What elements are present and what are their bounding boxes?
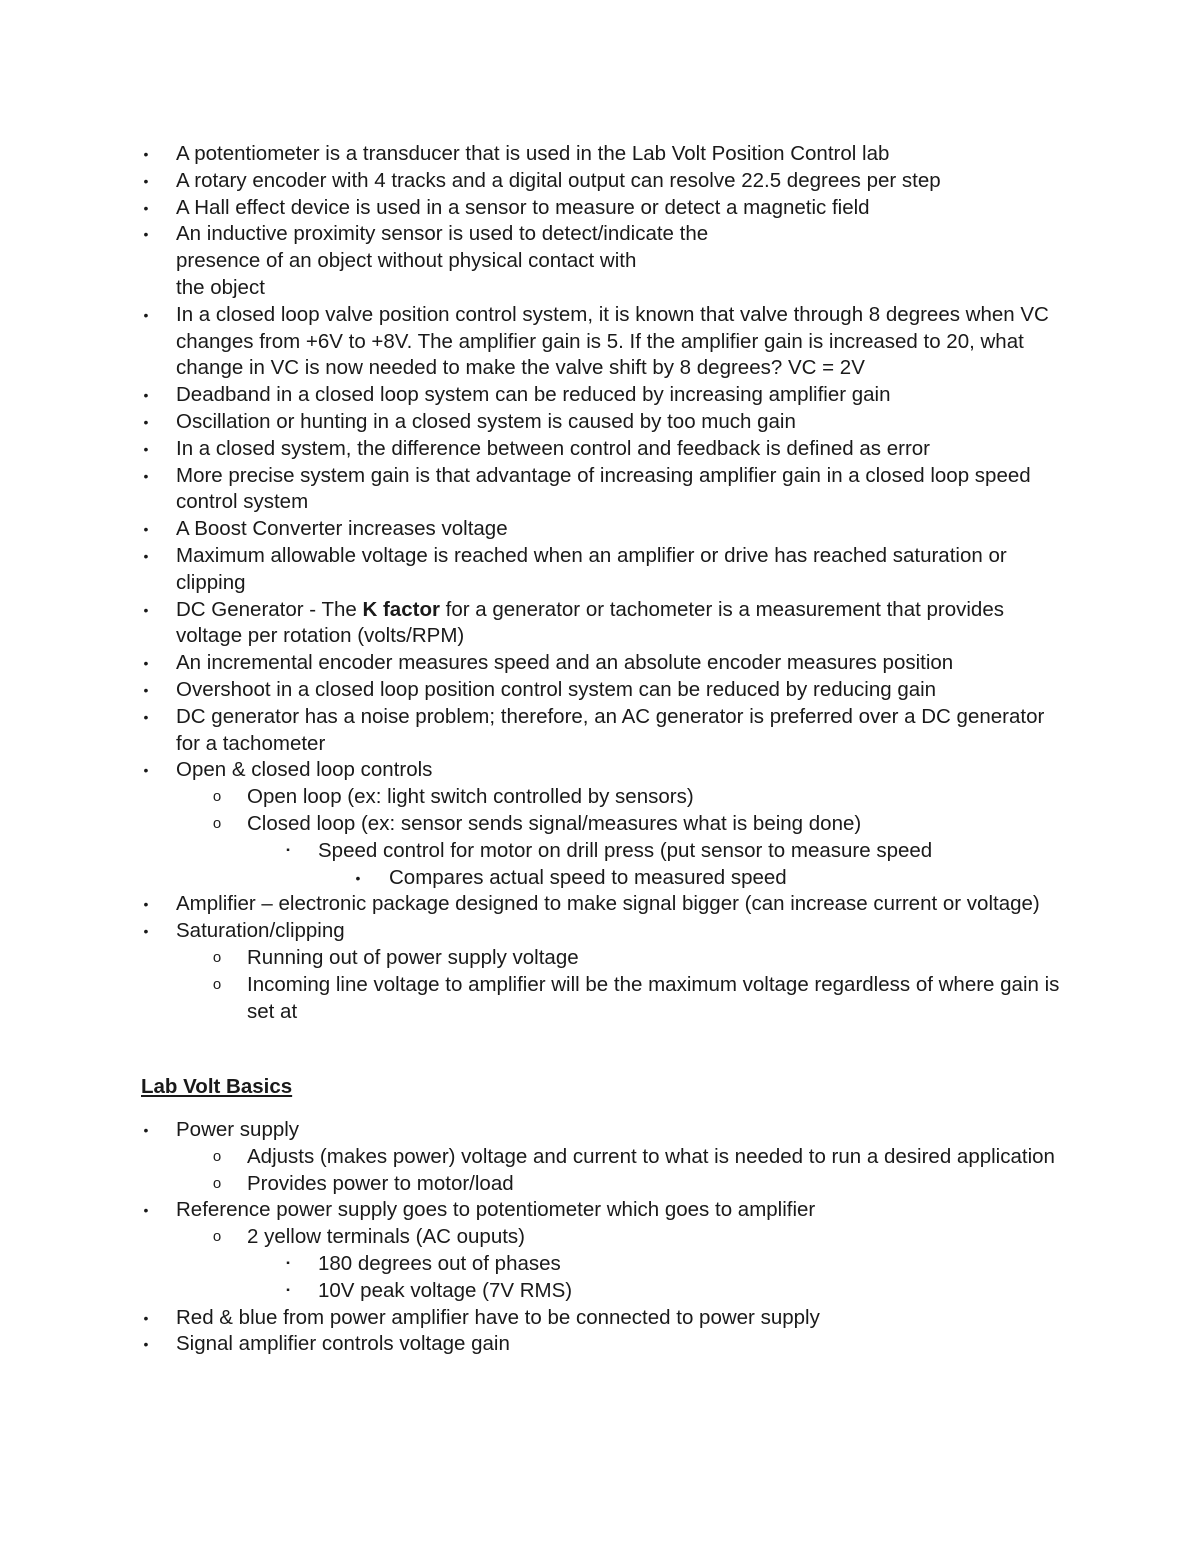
item-text: Running out of power supply voltage (247, 945, 579, 969)
list-item (0, 1251, 1200, 1278)
item-text: A potentiometer is a transducer that is used in the Lab Volt Position Control lab (176, 142, 890, 165)
item-text: An incremental encoder measures speed and an absolute encoder measures position (176, 651, 954, 675)
item-text: Red & blue from power amplifier have to be connected to power supply (176, 1305, 820, 1329)
item-text (176, 597, 1060, 651)
bullet-disc: • (143, 1336, 149, 1353)
list-item (0, 1171, 1200, 1198)
list-item (0, 945, 1200, 972)
bullet-disc: • (143, 172, 149, 189)
list-item (0, 302, 1200, 382)
item-text: 2 yellow terminals (AC ouputs) (247, 1225, 525, 1249)
list-item (0, 1331, 1200, 1358)
bullet-disc: • (143, 896, 149, 913)
bullet-circle: o (212, 975, 222, 993)
bullet-circle: o (212, 1147, 222, 1165)
item-text: Saturation/clipping (176, 919, 345, 943)
list-item (0, 195, 1200, 222)
list-item (0, 1278, 1200, 1305)
item-text: Closed loop (ex: sensor sends signal/measures what is being done) (247, 811, 862, 835)
bullet-disc: • (143, 681, 149, 698)
bullet-disc: • (143, 655, 149, 672)
list-item (0, 168, 1200, 195)
bullet-circle: o (212, 788, 222, 806)
bullet-disc: • (143, 226, 149, 243)
bullet-circle: o (212, 1174, 222, 1192)
item-text: A rotary encoder with 4 tracks and a digital output can resolve 22.5 degrees per step (176, 168, 941, 192)
item-text: Open loop (ex: light switch controlled by sensors) (247, 785, 694, 809)
bullet-square: ▪ (286, 1257, 290, 1269)
item-text: Signal amplifier controls voltage gain (176, 1332, 510, 1356)
bullet-disc: • (143, 923, 149, 940)
continuation-line: the object (176, 275, 265, 299)
list-item (0, 1197, 1200, 1224)
list-item (0, 516, 1200, 543)
item-text: Maximum allowable voltage is reached when an amplifier or drive has reached saturation or clipping (176, 543, 1007, 594)
item-text: A Boost Converter increases voltage (176, 517, 508, 541)
item-text: Reference power supply goes to potentiometer which goes to amplifier (176, 1198, 816, 1222)
list-item (0, 811, 1200, 838)
list-item (0, 382, 1200, 409)
kfactor-term: K factor (362, 597, 440, 621)
item-text: A Hall effect device is used in a sensor to measure or detect a magnetic field (176, 195, 870, 219)
item-text: In a closed system, the difference between control and feedback is defined as error (176, 436, 931, 460)
list-item (0, 597, 1200, 651)
continuation-line: presence of an object without physical contact with (176, 249, 637, 273)
list-item (0, 838, 1200, 865)
bullet-disc: • (143, 413, 149, 430)
item-text: 10V peak voltage (7V RMS) (318, 1278, 573, 1302)
list-item (0, 757, 1200, 784)
bullet-disc: • (355, 869, 361, 886)
kfactor-text-after: for a generator or tachometer is a measurement that provides voltage per rotation (volts/RPM) (176, 597, 1004, 648)
lab-volt-basics-list (0, 1117, 1200, 1358)
bullet-disc: • (143, 1122, 149, 1138)
bullet-disc: • (143, 521, 149, 538)
section-heading: Lab Volt Basics (141, 1075, 293, 1098)
list-item (0, 409, 1200, 436)
list-item (0, 221, 1200, 248)
bullet-disc: • (143, 708, 149, 725)
list-item (0, 865, 1200, 892)
list-item (0, 677, 1200, 704)
list-item (0, 650, 1200, 677)
bullet-disc: • (143, 547, 149, 564)
item-text: An inductive proximity sensor is used to detect/indicate the (176, 222, 709, 246)
item-text: Incoming line voltage to amplifier will be the maximum voltage regardless of where gain is set at (247, 972, 1060, 1023)
list-item (0, 141, 1200, 168)
kfactor-text-before: DC Generator - The (176, 597, 363, 621)
item-text: 180 degrees out of phases (318, 1251, 561, 1275)
item-text: Deadband in a closed loop system can be reduced by increasing amplifier gain (176, 383, 891, 407)
bullet-disc: • (143, 467, 149, 484)
item-text: Overshoot in a closed loop position control system can be reduced by reducing gain (176, 677, 937, 701)
list-item (0, 972, 1200, 1026)
notes-list (0, 141, 1200, 1025)
bullet-disc: • (143, 1202, 149, 1219)
bullet-square: ▪ (286, 1284, 290, 1296)
bullet-disc: • (143, 146, 149, 162)
bullet-disc: • (143, 440, 149, 457)
list-item (0, 918, 1200, 945)
bullet-disc: • (143, 762, 149, 779)
bullet-circle: o (212, 948, 222, 966)
item-text: Speed control for motor on drill press (put sensor to measure speed (318, 838, 933, 862)
bullet-disc: • (143, 199, 149, 216)
item-text: Power supply (176, 1118, 300, 1141)
list-item (0, 1144, 1200, 1171)
bullet-disc: • (143, 601, 149, 618)
list-item (0, 704, 1200, 758)
list-item (0, 1117, 1200, 1144)
item-text: Oscillation or hunting in a closed system is caused by too much gain (176, 409, 796, 433)
item-text: Open & closed loop controls (176, 758, 433, 782)
bullet-disc: • (143, 1309, 149, 1326)
list-item (0, 891, 1200, 918)
item-text: Provides power to motor/load (247, 1171, 514, 1195)
list-item (0, 543, 1200, 597)
bullet-circle: o (212, 814, 222, 832)
list-item (0, 1305, 1200, 1332)
item-text: Amplifier – electronic package designed to make signal bigger (can increase current or voltage) (176, 892, 1040, 916)
list-item (0, 784, 1200, 811)
bullet-disc: • (143, 387, 149, 404)
bullet-square: ▪ (286, 844, 290, 856)
list-item (0, 1224, 1200, 1251)
bullet-disc: • (143, 306, 149, 323)
item-text: Adjusts (makes power) voltage and current to what is needed to run a desired application (247, 1144, 1055, 1168)
item-text: Compares actual speed to measured speed (389, 865, 787, 889)
item-text: DC generator has a noise problem; therefore, an AC generator is preferred over a DC generator for a tachometer (176, 704, 1045, 755)
item-text: More precise system gain is that advantage of increasing amplifier gain in a closed loop speed control system (176, 463, 1031, 514)
item-text: In a closed loop valve position control system, it is known that valve through 8 degrees when VC changes from +6V to +8V. The amplifier gain is 5. If the amplifier gain is increased to 20, what change in VC is now needed to make the valve shift by 8 degrees? VC = 2V (176, 302, 1049, 380)
bullet-circle: o (212, 1228, 222, 1246)
list-item (0, 436, 1200, 463)
list-item (0, 463, 1200, 517)
